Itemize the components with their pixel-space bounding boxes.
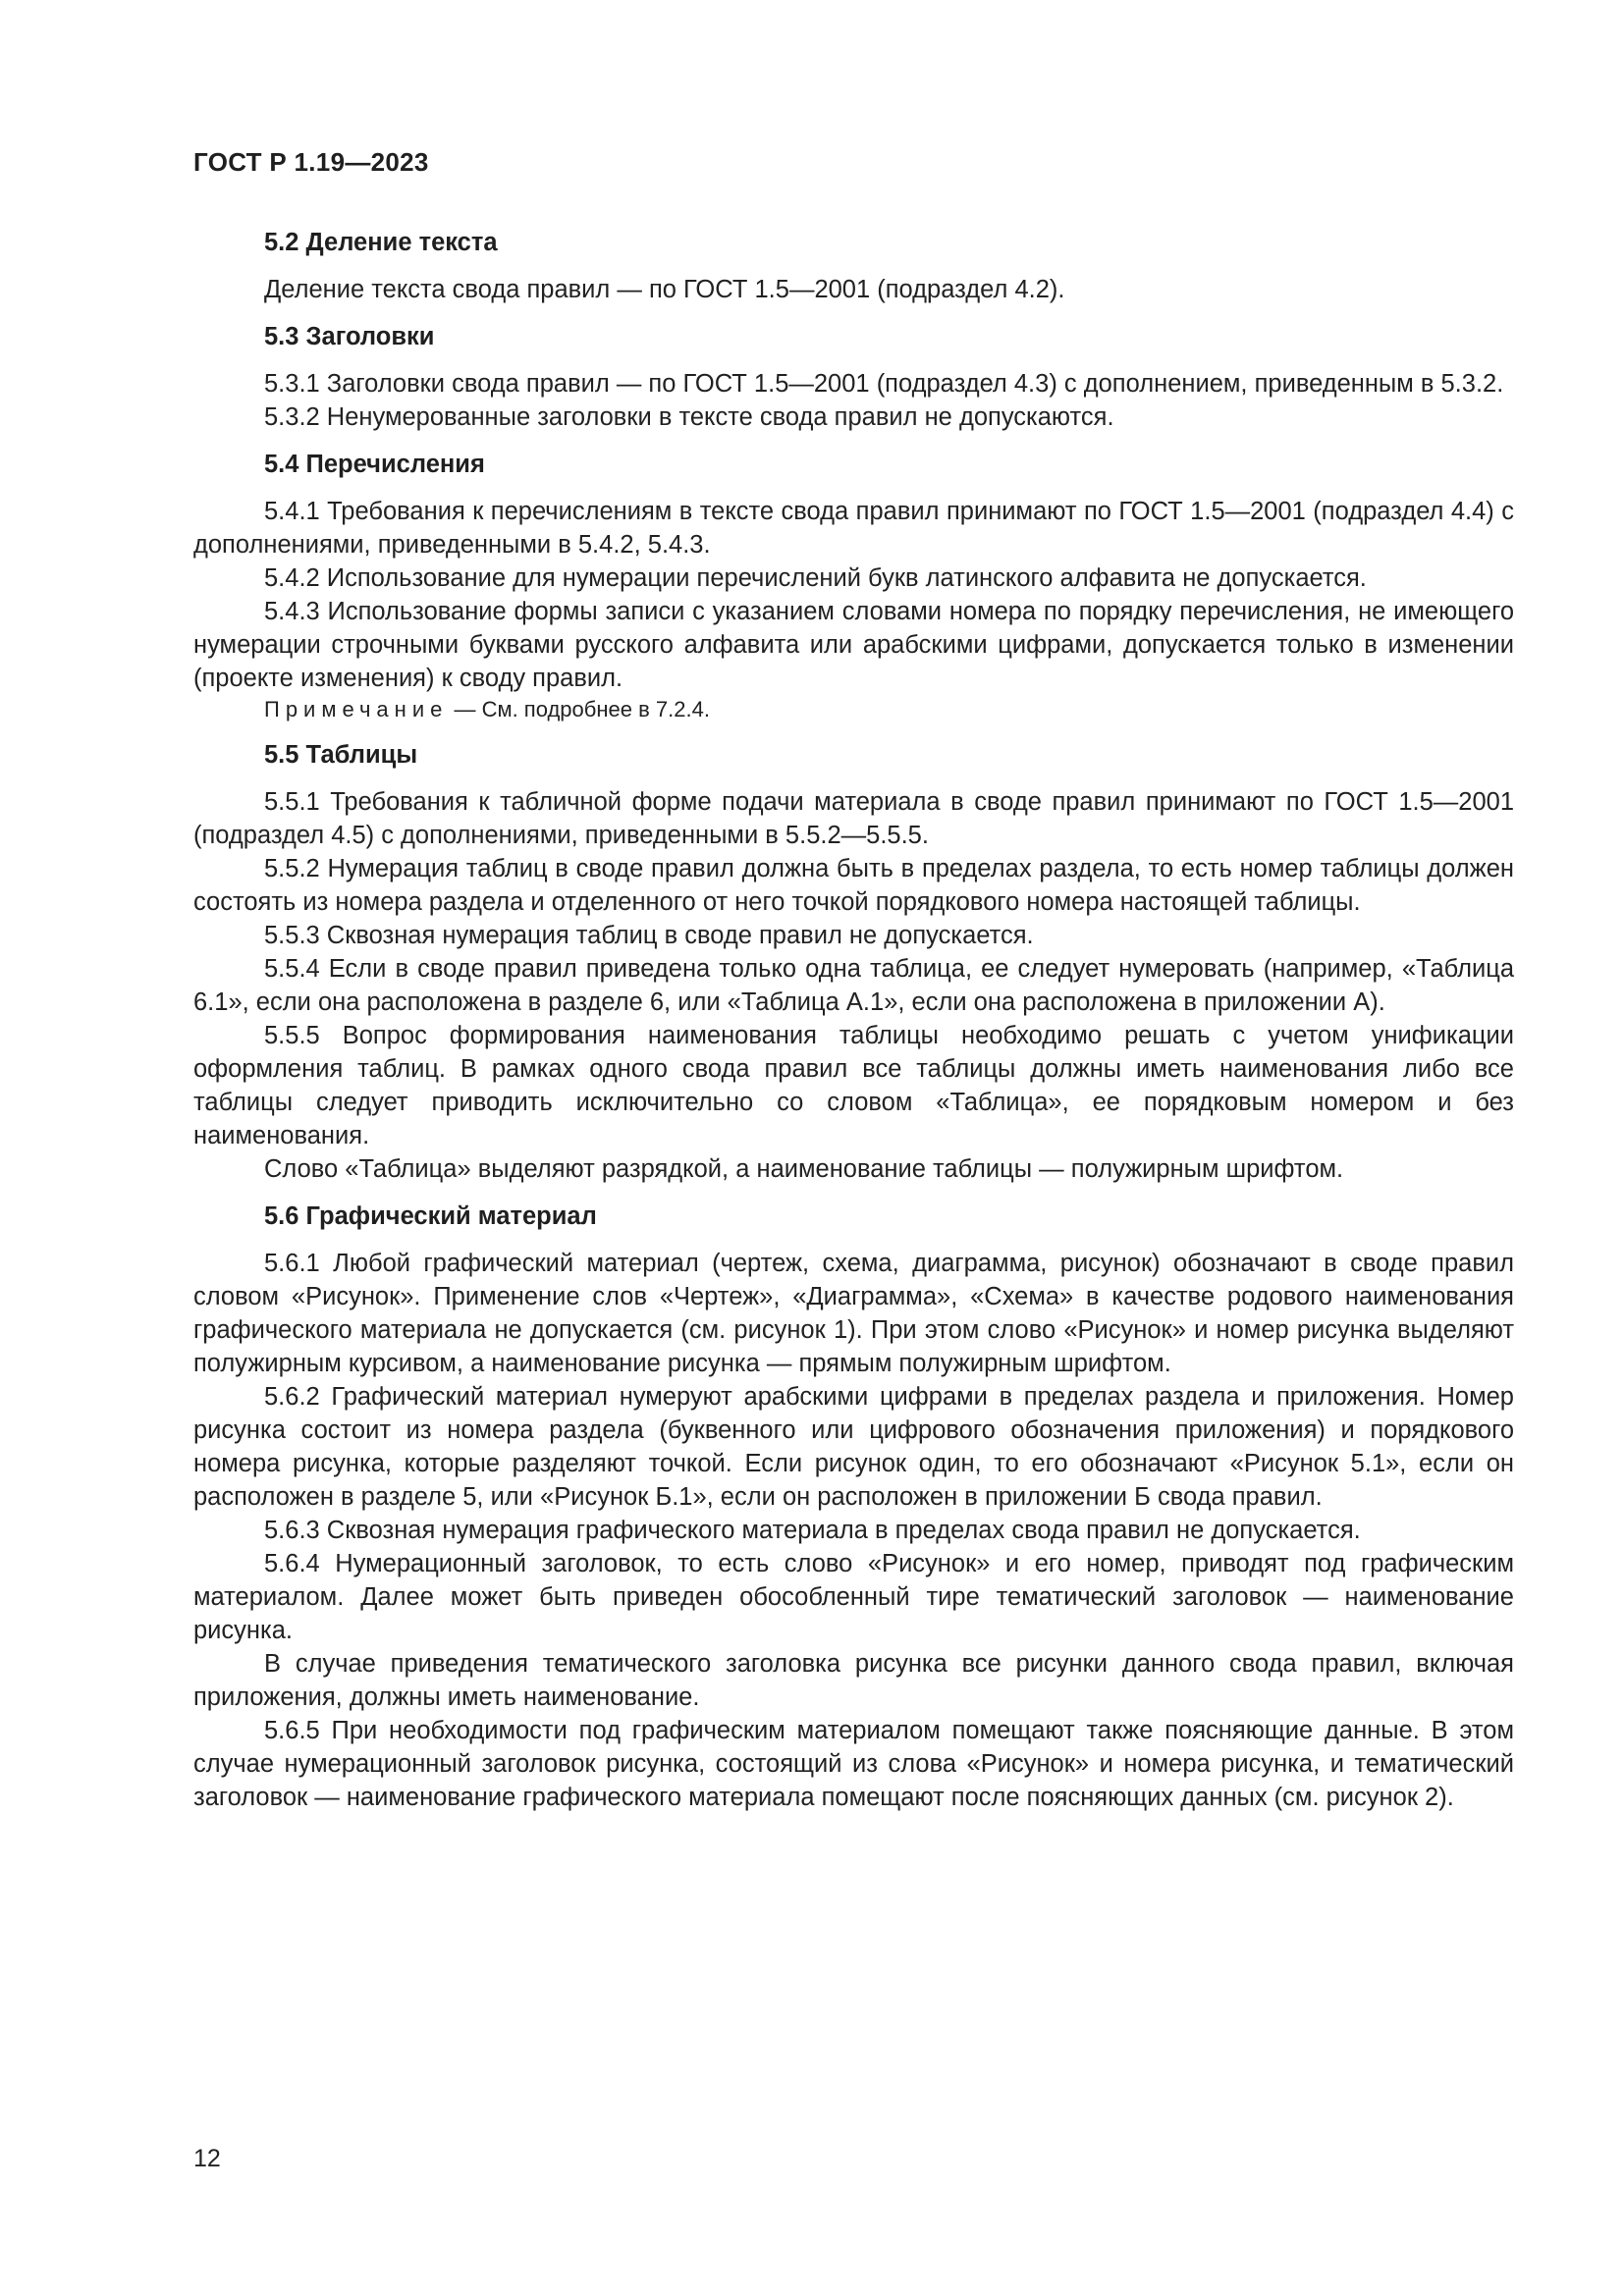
paragraph-5-5-1: 5.5.1 Требования к табличной форме подачи материала в своде правил принимают по ГОСТ 1.5—2001 (подраздел 4.5) с дополнениями, приведенными в 5.5.2—5.5.5.: [193, 788, 1514, 849]
paragraph-5-5-2: 5.5.2 Нумерация таблиц в своде правил должна быть в пределах раздела, то есть номер таблицы должен состоять из номера раздела и отделенного от него точкой порядкового номера настоящей таблицы.: [193, 855, 1514, 916]
paragraph-5-6-4-continuation: В случае приведения тематического заголовка рисунка все рисунки данного свода правил, включая приложения, должны иметь наименование.: [193, 1650, 1514, 1711]
note: [193, 695, 1514, 724]
paragraph-5-6-2: 5.6.2 Графический материал нумеруют арабскими цифрами в пределах раздела и приложения. Номер рисунка состоит из номера раздела (буквенного или цифрового обозначения приложения) и порядкового номера рисунка, которые разделяют точкой. Если рисунок один, то его обозначают «Рисунок 5.1», если он расположен в разделе 5, или «Рисунок Б.1», если он расположен в приложении Б свода правил.: [193, 1383, 1514, 1511]
paragraph-5-6-4: 5.6.4 Нумерационный заголовок, то есть слово «Рисунок» и его номер, приводят под графическим материалом. Далее может быть приведен обособленный тире тематический заголовок — наименование рисунка.: [193, 1550, 1514, 1644]
paragraph-5-2: Деление текста свода правил — по ГОСТ 1.5—2001 (подраздел 4.2).: [264, 276, 1065, 303]
paragraph-5-3-1: 5.3.1 Заголовки свода правил — по ГОСТ 1.5—2001 (подраздел 4.3) с дополнением, приведенным в 5.3.2.: [264, 370, 1504, 398]
paragraph-5-6-1: 5.6.1 Любой графический материал (чертеж, схема, диаграмма, рисунок) обозначают в своде правил словом «Рисунок». Применение слов «Чертеж», «Диаграмма», «Схема» в качестве родового наименования графического материала не допускается (см. рисунок 1). При этом слово «Рисунок» и номер рисунка выделяют полужирным курсивом, а наименование рисунка — прямым полужирным шрифтом.: [193, 1250, 1514, 1377]
paragraph-5-4-3: 5.4.3 Использование формы записи с указанием словами номера по порядку перечисления, не имеющего нумерации строчными буквами русского алфавита или арабскими цифрами, допускается только в изменении (проекте изменения) к своду правил.: [193, 598, 1514, 692]
paragraph-5-5-3: 5.5.3 Сквозная нумерация таблиц в своде правил не допускается.: [264, 922, 1034, 949]
document-body: [193, 226, 1514, 1814]
section-heading-5-2: 5.2 Деление текста: [264, 229, 498, 256]
section-heading-5-6: 5.6 Графический материал: [264, 1202, 597, 1230]
paragraph-5-4-1: 5.4.1 Требования к перечислениям в тексте свода правил принимают по ГОСТ 1.5—2001 (подраздел 4.4) с дополнениями, приведенными в 5.4.2, 5.4.3.: [193, 498, 1514, 559]
paragraph-5-5-4: 5.5.4 Если в своде правил приведена только одна таблица, ее следует нумеровать (например, «Таблица 6.1», если она расположена в разделе 6, или «Таблица А.1», если она расположена в приложении А).: [193, 955, 1514, 1016]
page-number: 12: [193, 2145, 221, 2172]
note-text: — См. подробнее в 7.2.4.: [448, 697, 710, 721]
note-label: Примечание: [264, 697, 449, 721]
paragraph-5-3-2: 5.3.2 Ненумерованные заголовки в тексте свода правил не допускаются.: [264, 403, 1114, 431]
paragraph-5-5-5: 5.5.5 Вопрос формирования наименования таблицы необходимо решать с учетом унификации оформления таблиц. В рамках одного свода правил все таблицы должны иметь наименования либо все таблицы следует приводить исключительно со словом «Таблица», ее порядковым номером и без наименования.: [193, 1022, 1514, 1149]
paragraph-5-6-5: 5.6.5 При необходимости под графическим материалом помещают также поясняющие данные. В этом случае нумерационный заголовок рисунка, состоящий из слова «Рисунок» и номера рисунка, и тематический заголовок — наименование графического материала помещают после поясняющих данных (см. рисунок 2).: [193, 1717, 1514, 1811]
section-heading-5-3: 5.3 Заголовки: [264, 323, 435, 350]
document-code-header: ГОСТ Р 1.19—2023: [193, 147, 429, 177]
paragraph-5-4-2: 5.4.2 Использование для нумерации перечислений букв латинского алфавита не допускается.: [264, 564, 1367, 592]
paragraph-5-5-5-continuation: Слово «Таблица» выделяют разрядкой, а наименование таблицы — полужирным шрифтом.: [264, 1155, 1344, 1183]
section-heading-5-5: 5.5 Таблицы: [264, 741, 418, 769]
paragraph-5-6-3: 5.6.3 Сквозная нумерация графического материала в пределах свода правил не допускается.: [264, 1517, 1361, 1544]
section-heading-5-4: 5.4 Перечисления: [264, 451, 485, 478]
